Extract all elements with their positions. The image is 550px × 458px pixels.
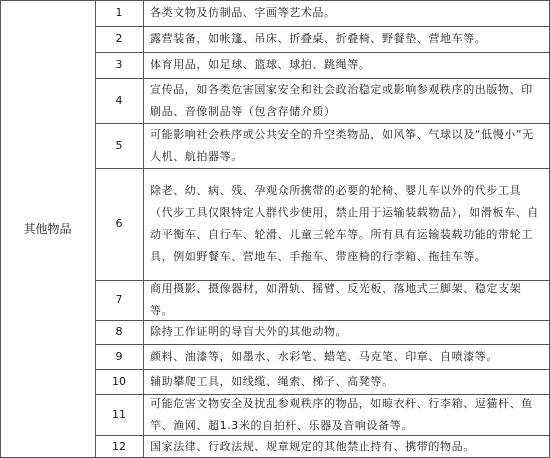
table-row-line: [95, 168, 550, 169]
row-number: 4: [115, 93, 123, 107]
row-description: 除持工作证明的导盲犬外的其他动物。: [150, 325, 348, 338]
row-description: 可能危害文物安全及扰乱参观秩序的物品，如晾衣杆、行李箱、逗猫杆、鱼竿、渔网、超1.3米的自拍杆、乐器及音响设备等。: [150, 396, 533, 432]
row-number: 10: [112, 374, 126, 388]
row-description: 国家法律、行政法规、规章规定的其他禁止持有、携带的物品。: [150, 439, 475, 453]
row-description: 除老、幼、病、残、孕观众所携带的必要的轮椅、婴儿车以外的代步工具（代步工具仅限特定人群代步使用，禁止用于运输装载物品），如滑板车、自动平衡车、自行车、轮滑、儿童三轮车等。所有具有运输装载功能的带轮工具，例如野餐车、营地车、手拖车、带座椅的行李箱、拖挂车等。: [150, 184, 539, 263]
row-number: 5: [115, 138, 123, 152]
row-description: 辅助攀爬工具，如线缆、绳索、梯子、高凳等。: [150, 374, 394, 388]
category-label: 其他物品: [23, 222, 72, 236]
row-description: 体育用品，如足球、篮球、球拍、跳绳等。: [150, 58, 371, 71]
row-number: 12: [112, 439, 126, 453]
row-number: 3: [115, 58, 123, 71]
row-number: 1: [115, 6, 123, 19]
row-number: 2: [115, 32, 123, 45]
table-row-line: [95, 26, 550, 27]
row-number: 9: [115, 349, 123, 363]
row-description: 宣传品，如各类危害国家安全和社会政治稳定或影响参观秩序的出版物、印刷品、音像制品等（包含存储介质）: [150, 82, 533, 118]
row-number: 11: [112, 407, 126, 421]
row-number: 7: [115, 293, 123, 306]
table-column-line: [143, 0, 144, 458]
row-description: 露营装备，如帐篷、吊床、折叠桌、折叠椅、野餐垫、营地车等。: [150, 32, 487, 45]
table-row-line: [95, 52, 550, 53]
row-description: 颜料、油漆等，如墨水、水彩笔、蜡笔、马克笔、印章、自喷漆等。: [150, 349, 498, 363]
row-number: 8: [115, 325, 123, 338]
row-description: 可能影响社会秩序或公共安全的升空类物品，如风筝、气球以及“低慢小”无人机、航拍器等。: [150, 127, 534, 163]
row-description: 各类文物及仿制品、字画等艺术品。: [150, 6, 336, 19]
row-description: 商用摄影、摄像器材，如滑轨、摇臂、反光板、落地式三脚架、稳定支架等。: [150, 282, 522, 317]
row-number: 6: [115, 217, 123, 230]
table-row-line: [0, 0, 550, 1]
